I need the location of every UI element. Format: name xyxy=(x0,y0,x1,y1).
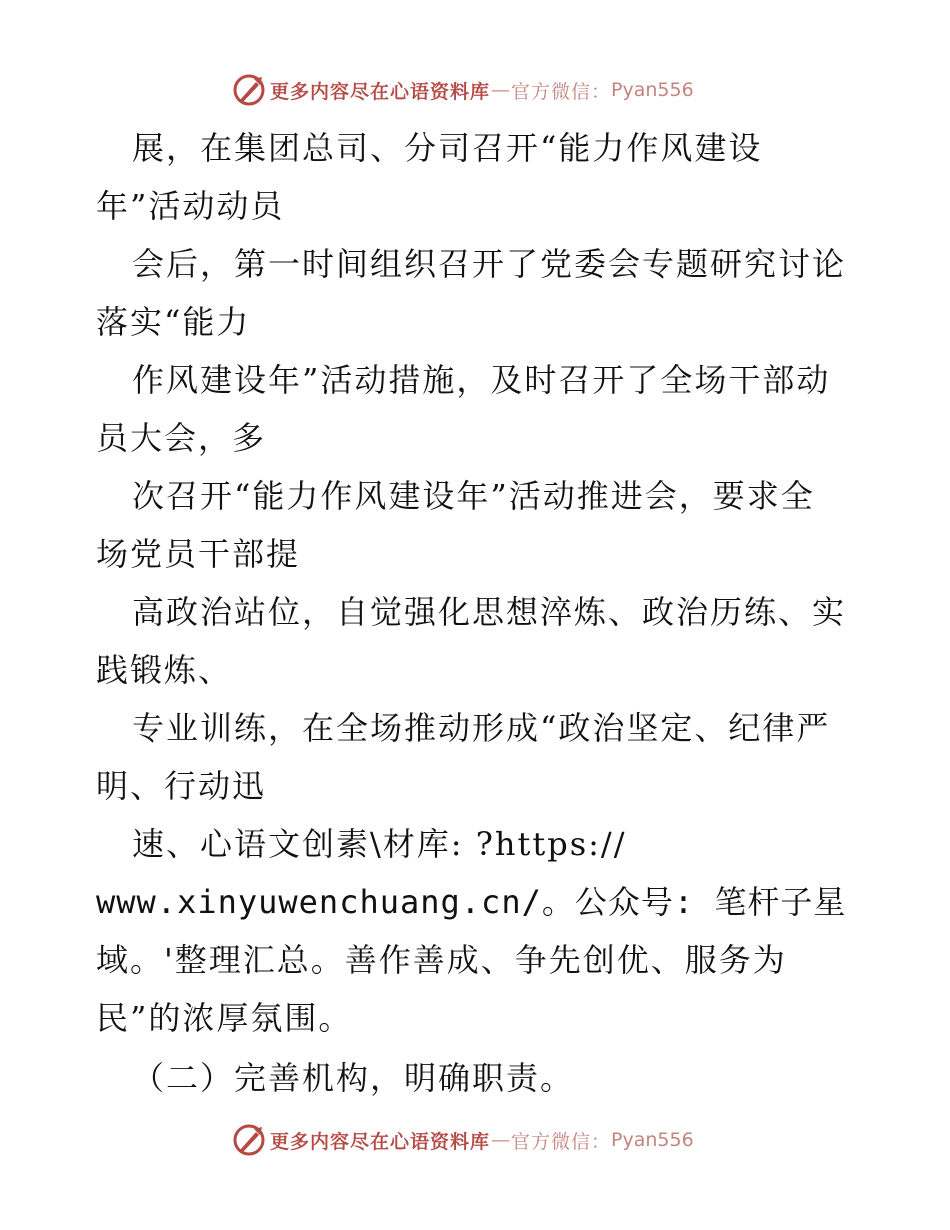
body-line: 明、行动迅 xyxy=(96,767,267,805)
body-line: 域。'整理汇总。善作善成、争先创优、服务为 xyxy=(96,941,787,979)
body-line: 员大会，多 xyxy=(96,419,267,457)
watermark-label: 官方微信： xyxy=(511,80,612,103)
body-line: 高政治站位，自觉强化思想淬炼、政治历练、实 xyxy=(132,593,847,631)
body-line: 次召开“能力作风建设年”活动推进会，要求全 xyxy=(132,477,815,515)
body-line: 场党员干部提 xyxy=(96,535,301,573)
watermark-brand: 更多内容尽在心语资料库 xyxy=(270,80,491,103)
body-line: 速、心语文创素\材库: ?https:// xyxy=(132,825,627,863)
body-line: 作风建设年”活动措施，及时召开了全场干部动 xyxy=(132,361,831,399)
body-line: www.xinyuwenchuang.cn/。公众号: 笔杆子星 xyxy=(96,883,847,921)
body-line: 会后，第一时间组织召开了党委会专题研究讨论 xyxy=(132,245,847,283)
section-heading: （二）完善机构，明确职责。 xyxy=(132,1059,575,1097)
body-line: 民”的浓厚氛围。 xyxy=(96,999,353,1037)
watermark-brand: 更多内容尽在心语资料库 xyxy=(270,1130,491,1153)
quill-logo-icon xyxy=(232,73,266,107)
watermark-dash: — xyxy=(491,79,511,101)
watermark-dash: — xyxy=(491,1129,511,1151)
watermark-id: Pyan556 xyxy=(611,79,694,101)
body-line: 落实“能力 xyxy=(96,303,251,341)
body-line: 践锻炼、 xyxy=(96,651,233,689)
watermark-id: Pyan556 xyxy=(611,1129,694,1151)
quill-logo-icon xyxy=(232,1123,266,1157)
watermark-label: 官方微信： xyxy=(511,1130,612,1153)
header-watermark xyxy=(232,72,694,108)
body-line: 专业训练，在全场推动形成“政治坚定、纪律严 xyxy=(132,709,831,747)
footer-watermark xyxy=(232,1122,694,1158)
body-line: 展，在集团总司、分司召开“能力作风建设 xyxy=(132,129,763,167)
body-line: 年”活动动员 xyxy=(96,187,285,225)
